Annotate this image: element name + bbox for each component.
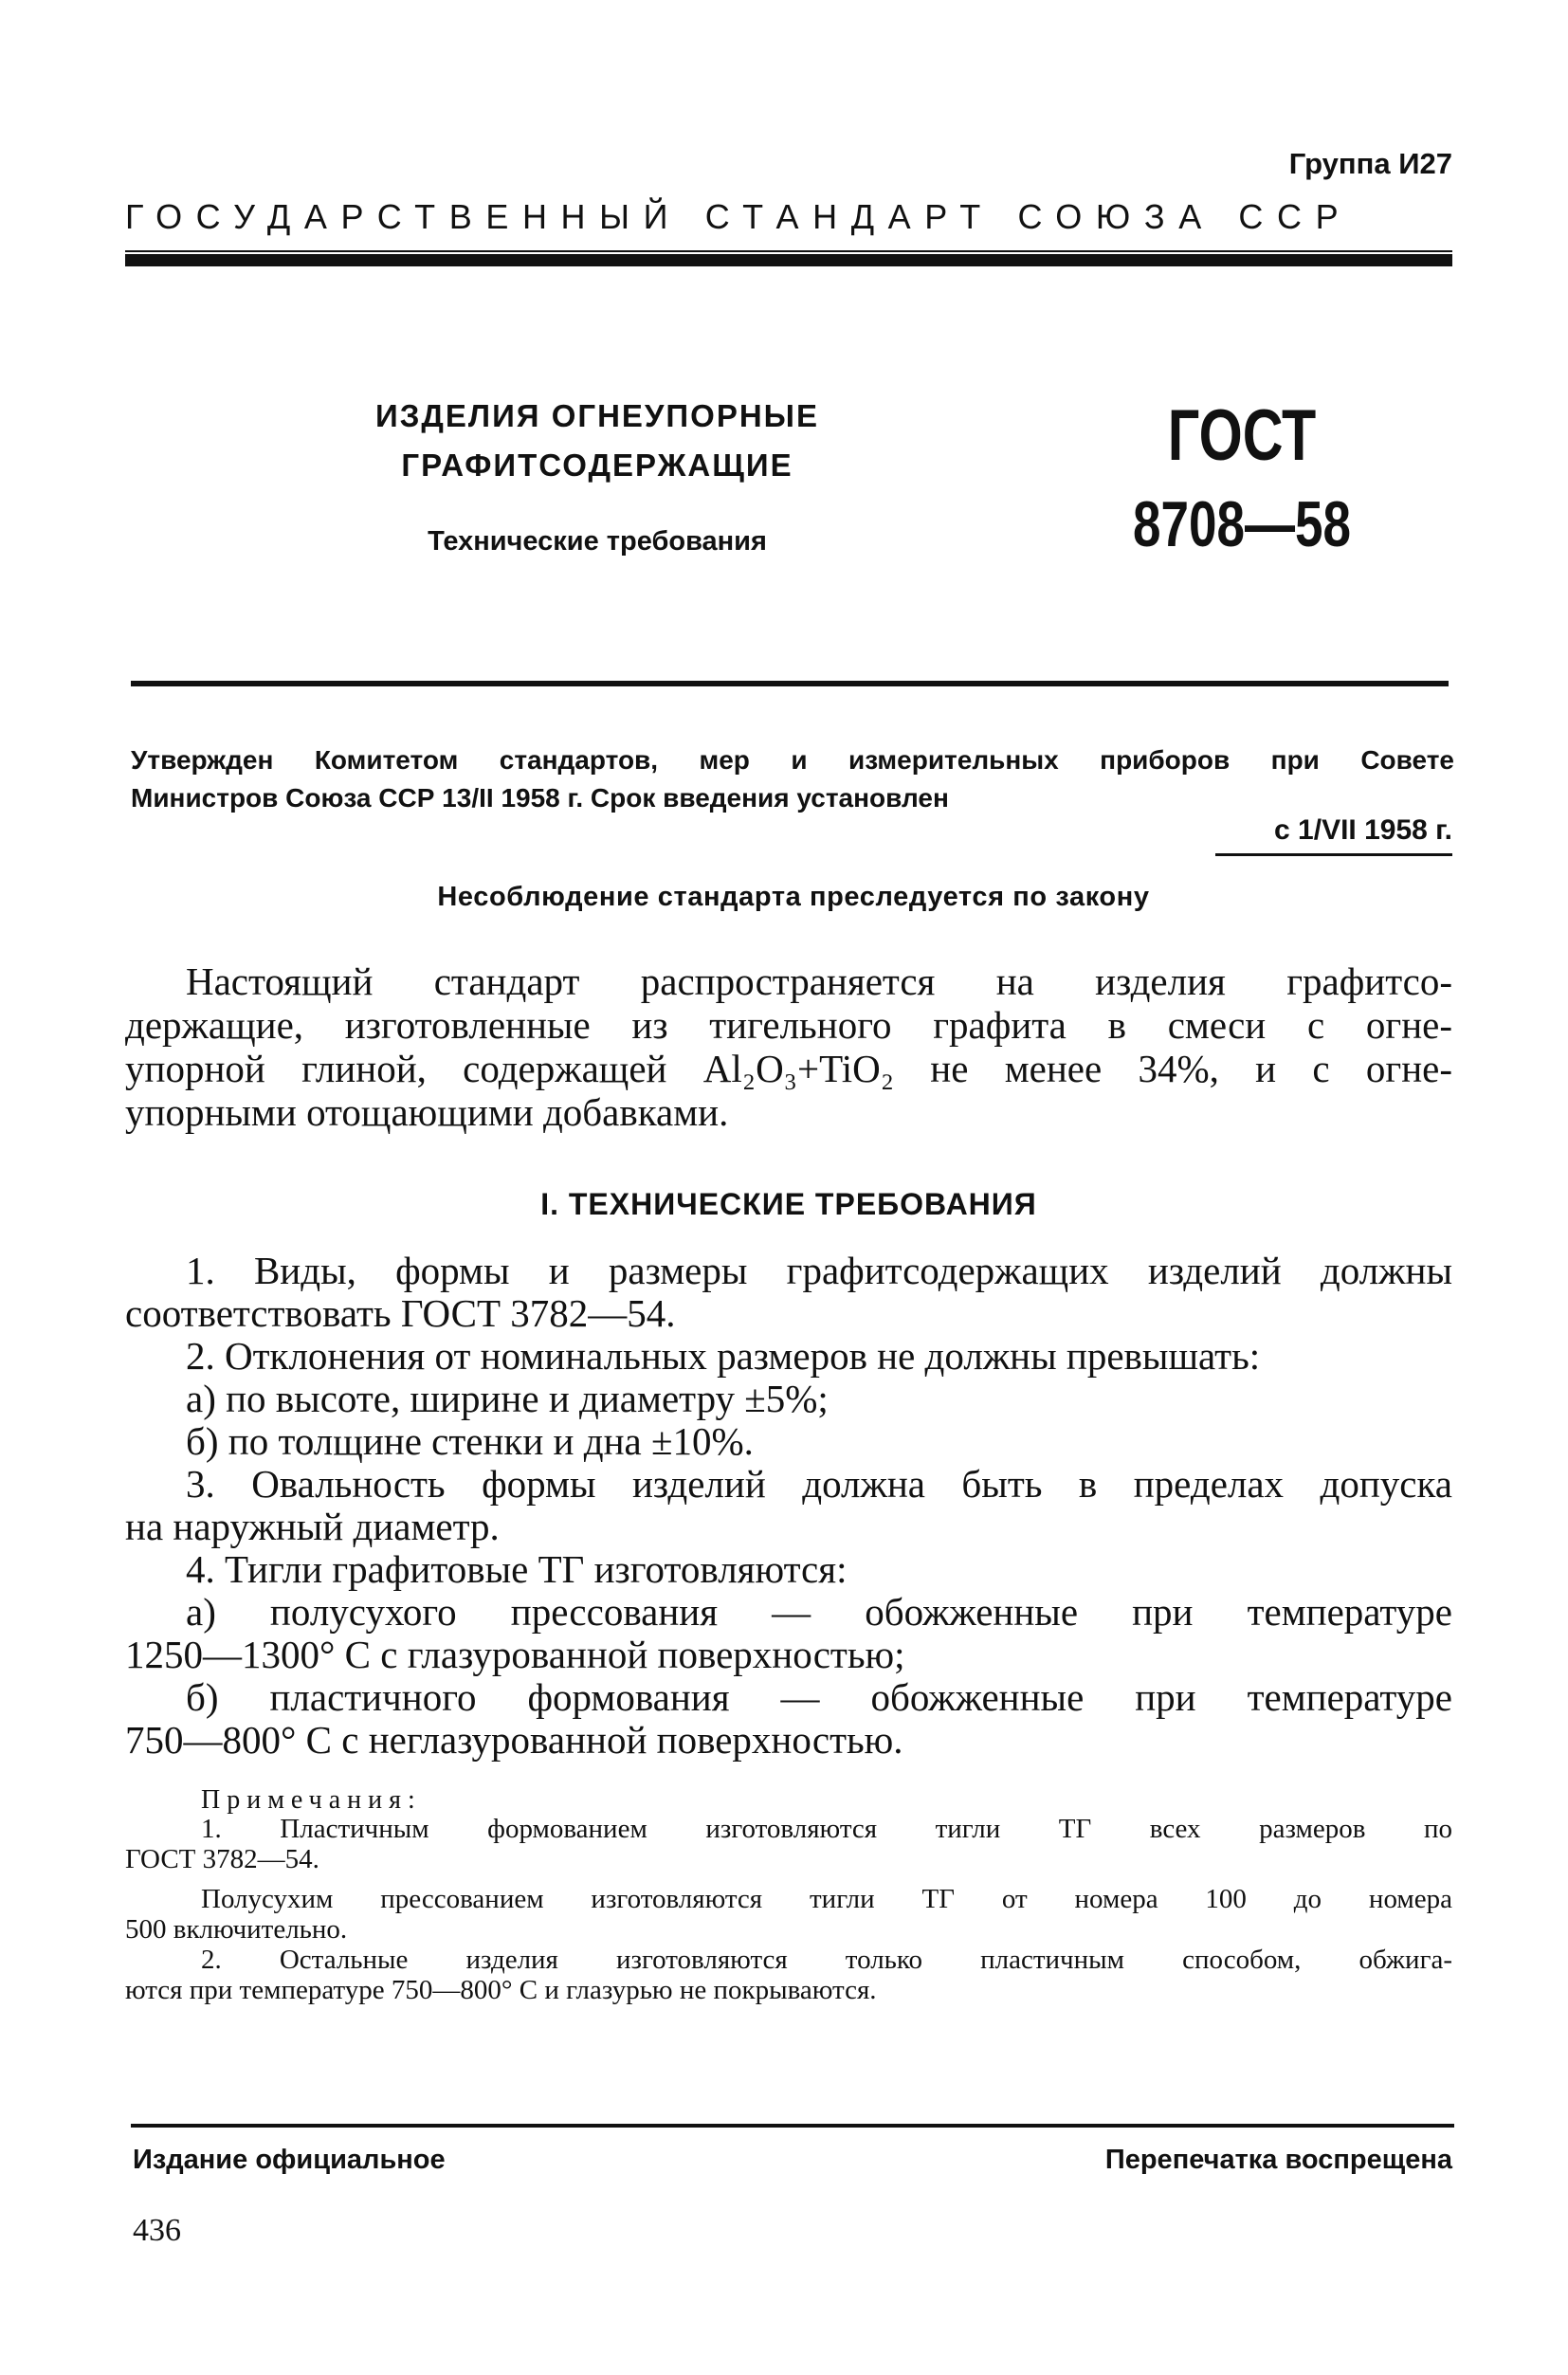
group-code: Группа И27 bbox=[1288, 147, 1452, 180]
doc-title-line2: ГРАФИТСОДЕРЖАЩИЕ bbox=[401, 448, 793, 483]
section-title: I. ТЕХНИЧЕСКИЕ ТРЕБОВАНИЯ bbox=[540, 1187, 1037, 1221]
requirement-line: а) полусухого прессования — обожженные при температуре bbox=[186, 1590, 1452, 1634]
requirement-line: на наружный диаметр. bbox=[125, 1505, 500, 1548]
gost-label: ГОСТ bbox=[1167, 395, 1317, 476]
footer-rule bbox=[131, 2124, 1454, 2128]
header-rule-thick bbox=[125, 254, 1452, 266]
note-line: Полусухим прессованием изготовляются тигли ТГ от номера 100 до номера bbox=[201, 1884, 1452, 1914]
requirement-line: 3. Овальность формы изделий должна быть в пределах допуска bbox=[186, 1462, 1452, 1506]
effective-date: с 1/VII 1958 г. bbox=[1274, 814, 1452, 846]
intro-line: упорными отощающими добавками. bbox=[125, 1090, 729, 1134]
note-line: 500 включительно. bbox=[125, 1914, 348, 1945]
intro-paragraph bbox=[125, 959, 1452, 1134]
requirements-list bbox=[125, 1250, 1452, 1762]
requirement-line: 1. Виды, формы и размеры графитсодержащих изделий должны bbox=[186, 1249, 1452, 1292]
requirement-line: 4. Тигли графитовые ТГ изготовляются: bbox=[186, 1547, 848, 1591]
edition-label: Издание официальное bbox=[133, 2145, 446, 2175]
violation-notice: Несоблюдение стандарта преследуется по закону bbox=[437, 882, 1150, 912]
approval-line2: Министров Союза ССР 13/II 1958 г. Срок введения установлен bbox=[131, 783, 949, 813]
intro-line: держащие, изготовленные из тигельного графита в смеси с огне- bbox=[125, 1003, 1452, 1047]
page-number: 436 bbox=[133, 2213, 181, 2248]
intro-line: упорной глиной, содержащей Al₂O₃+TiO₂ не менее 34%, и с огне- bbox=[125, 1047, 1452, 1090]
requirement-line: б) по толщине стенки и дна ±10%. bbox=[186, 1419, 754, 1463]
standard-heading: ГОСУДАРСТВЕННЫЙ СТАНДАРТ СОЮЗА ССР bbox=[125, 197, 1353, 236]
approval-text bbox=[131, 741, 1454, 817]
notes-list bbox=[125, 1814, 1452, 2005]
gost-number: 8708—58 bbox=[1132, 488, 1352, 560]
note-line: 2. Остальные изделия изготовляются только пластичным способом, обжига- bbox=[201, 1945, 1452, 1975]
note-line: ГОСТ 3782—54. bbox=[125, 1844, 319, 1874]
note-line: 1. Пластичным формованием изготовляются тигли ТГ всех размеров по bbox=[201, 1814, 1452, 1844]
requirement-line: а) по высоте, ширине и диаметру ±5%; bbox=[186, 1377, 829, 1420]
requirement-line: б) пластичного формования — обожженные при температуре bbox=[186, 1675, 1452, 1719]
header-rule-thin bbox=[125, 250, 1452, 252]
notes-heading: Примечания: bbox=[201, 1785, 422, 1815]
doc-subtitle: Технические требования bbox=[428, 526, 767, 557]
note-line: ются при температуре 750—800° С и глазурью не покрываются. bbox=[125, 1975, 877, 2005]
requirement-line: 750—800° С с неглазурованной поверхностью. bbox=[125, 1718, 903, 1762]
requirement-line: 2. Отклонения от номинальных размеров не должны превышать: bbox=[186, 1334, 1261, 1378]
approval-line1: Утвержден Комитетом стандартов, мер и измерительных приборов при Совете bbox=[131, 745, 1454, 775]
title-rule bbox=[131, 681, 1449, 686]
requirement-line: соответствовать ГОСТ 3782—54. bbox=[125, 1291, 676, 1335]
doc-title-line1: ИЗДЕЛИЯ ОГНЕУПОРНЫЕ bbox=[375, 398, 819, 433]
reprint-notice: Перепечатка воспрещена bbox=[1104, 2145, 1452, 2175]
requirement-line: 1250—1300° С с глазурованной поверхностью; bbox=[125, 1633, 905, 1676]
intro-line: Настоящий стандарт распространяется на изделия графитсо- bbox=[186, 959, 1452, 1003]
effective-rule bbox=[1215, 853, 1452, 856]
